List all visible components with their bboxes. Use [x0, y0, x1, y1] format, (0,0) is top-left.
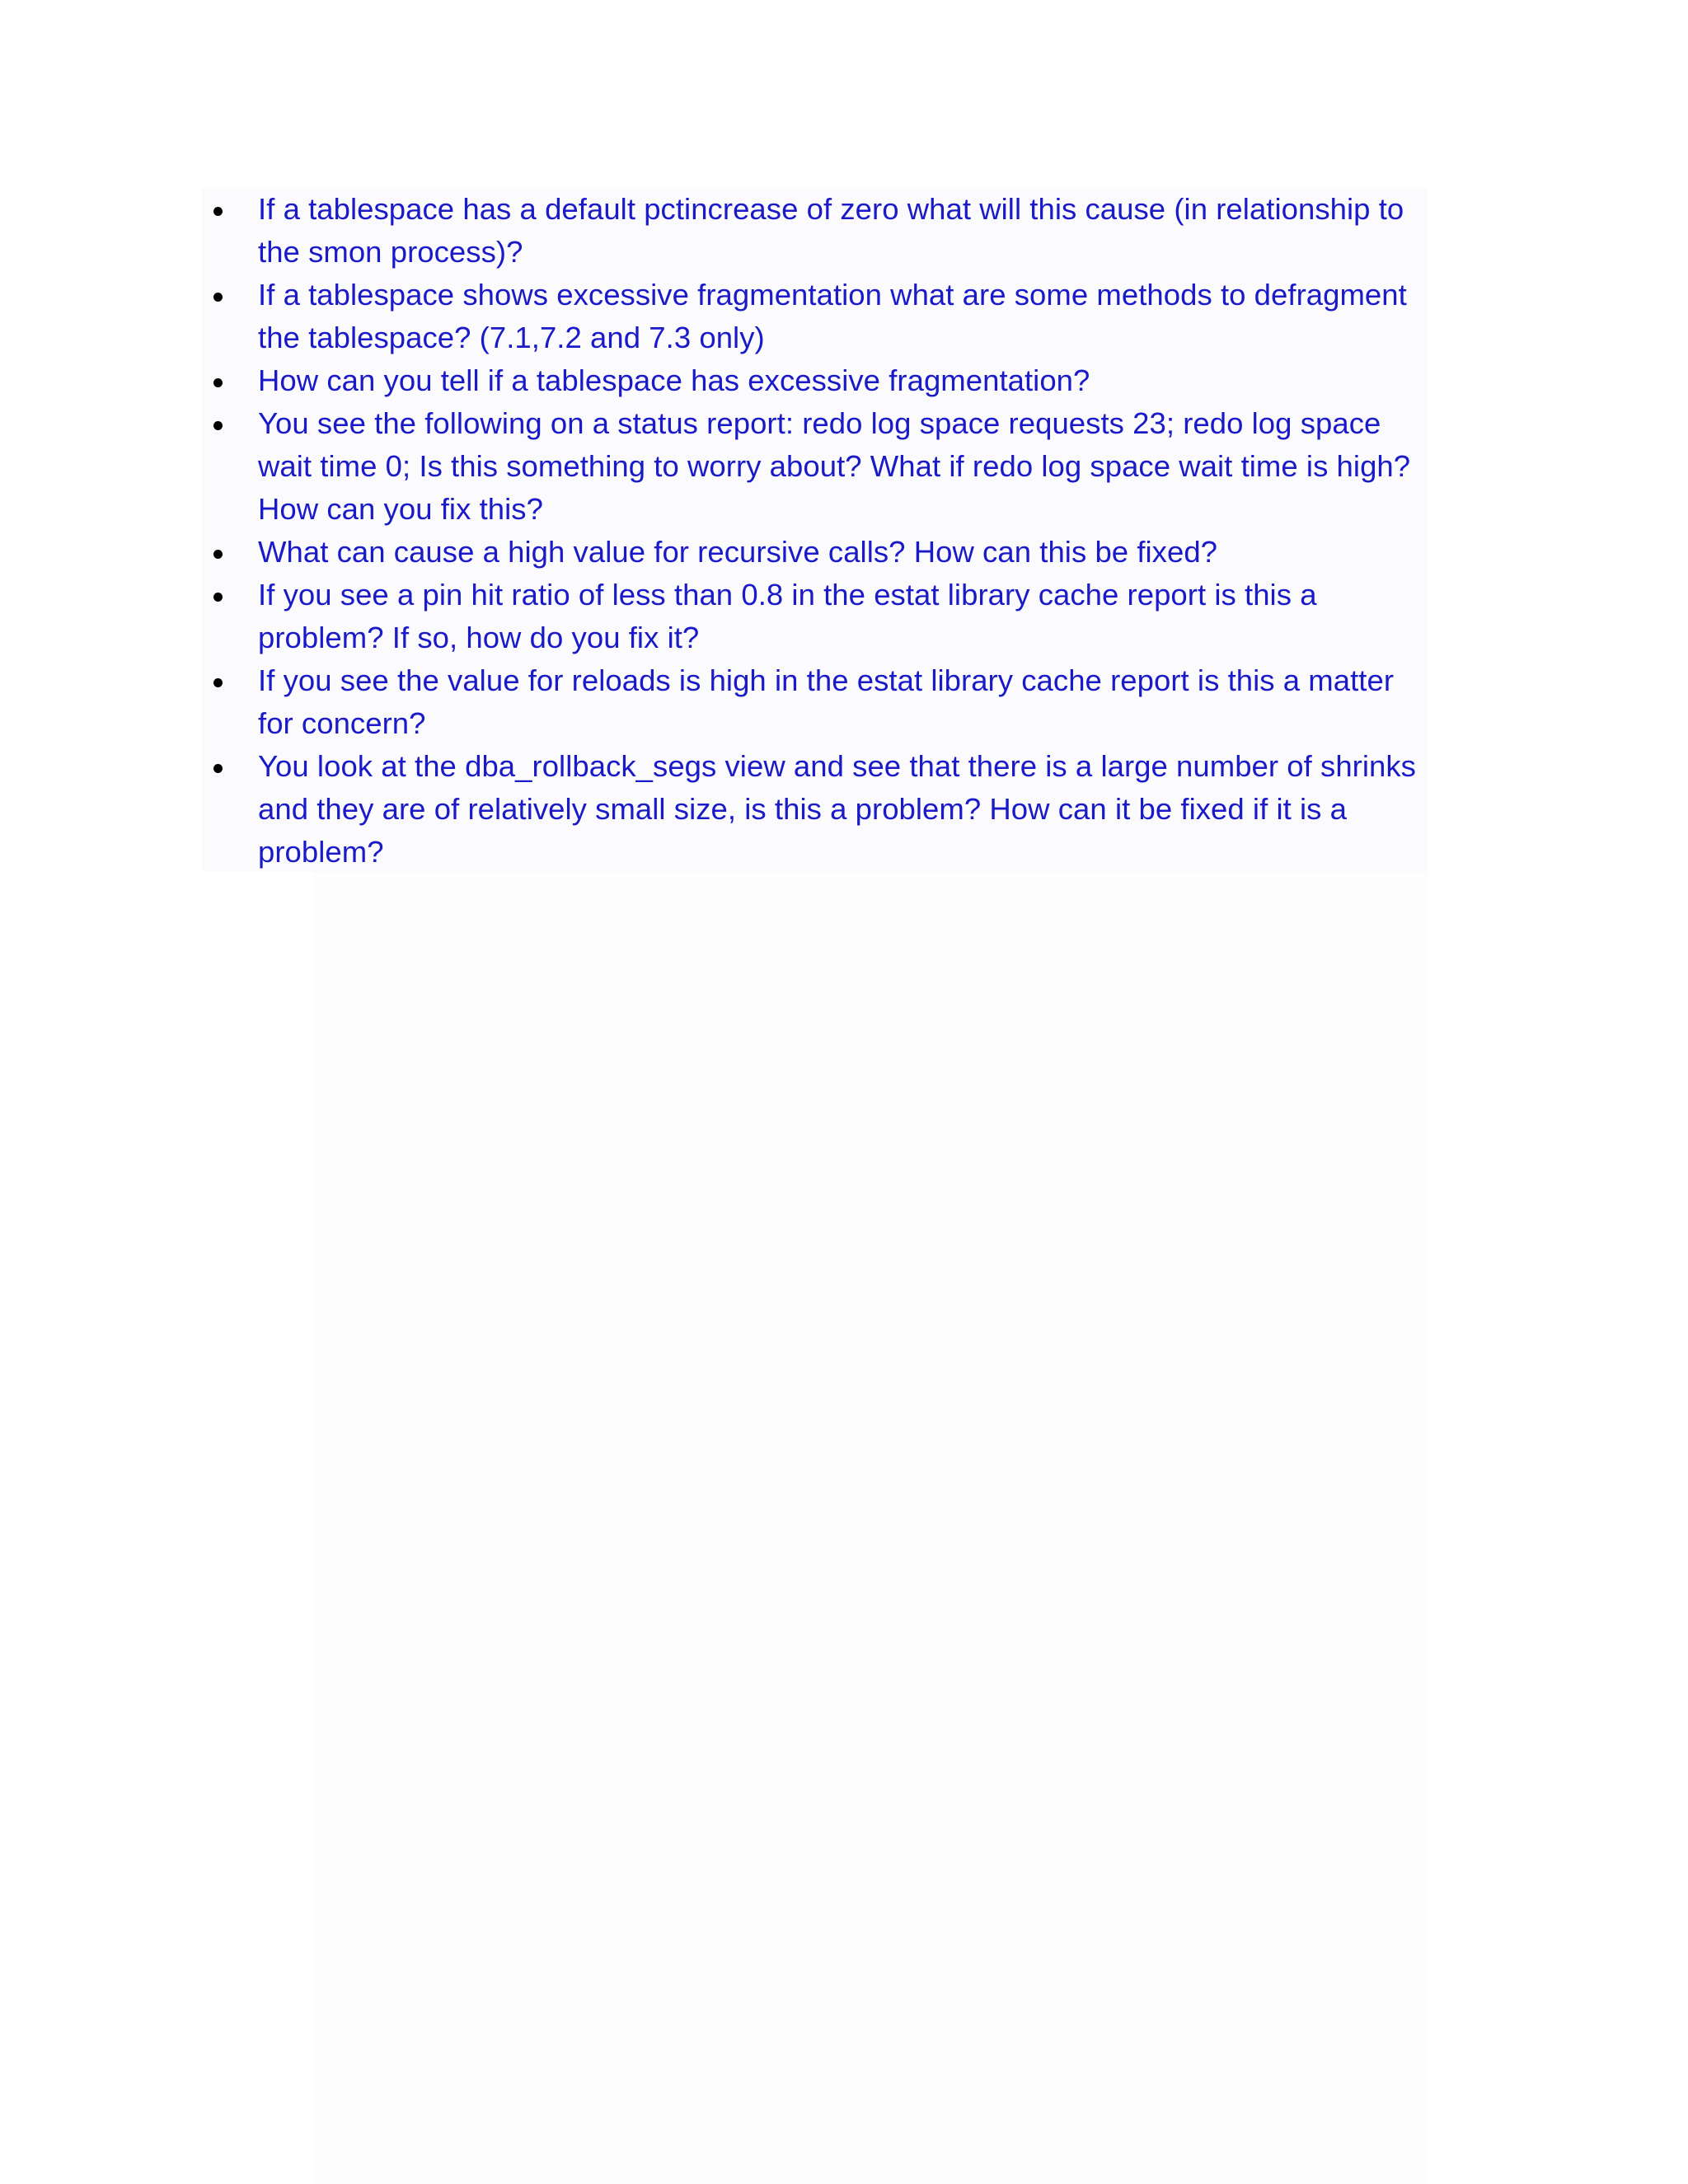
bullet-icon: [213, 678, 223, 687]
list-item: [202, 659, 1428, 745]
list-item: [202, 531, 1428, 574]
question-text: If a tablespace shows excessive fragmentation what are some methods to defragment the tablespace? (7.1,7.2 and 7.3 only): [258, 278, 1407, 354]
list-item: [202, 574, 1428, 659]
question-text: If you see the value for reloads is high in the estat library cache report is this a matter for concern?: [258, 663, 1395, 740]
list-item: [202, 274, 1428, 359]
question-list: [202, 188, 1428, 874]
bullet-icon: [213, 421, 223, 430]
list-item: [202, 745, 1428, 874]
question-text: What can cause a high value for recursive calls? How can this be fixed?: [258, 535, 1218, 569]
list-item: [202, 359, 1428, 402]
list-item: [202, 188, 1428, 274]
bullet-icon: [213, 378, 223, 387]
question-text: If you see a pin hit ratio of less than 0.8 in the estat library cache report is this a problem? If so, how do you fix it?: [258, 578, 1317, 654]
question-list-area: [202, 188, 1428, 872]
bullet-icon: [213, 293, 223, 302]
question-text: If a tablespace has a default pctincrease of zero what will this cause (in relationship to the smon process)?: [258, 192, 1404, 269]
question-text: You see the following on a status report: redo log space requests 23; redo log space wait time 0; Is this something to worry about? What if redo log space wait time is high? How can you fix this?: [258, 406, 1411, 526]
question-text: You look at the dba_rollback_segs view and see that there is a large number of shrinks and they are of relatively small size, is this a problem? How can it be fixed if it is a problem?: [258, 749, 1416, 869]
list-item: [202, 402, 1428, 531]
question-text: How can you tell if a tablespace has excessive fragmentation?: [258, 363, 1090, 397]
bullet-icon: [213, 550, 223, 559]
bullet-icon: [213, 764, 223, 773]
bullet-icon: [213, 207, 223, 216]
bullet-icon: [213, 593, 223, 602]
